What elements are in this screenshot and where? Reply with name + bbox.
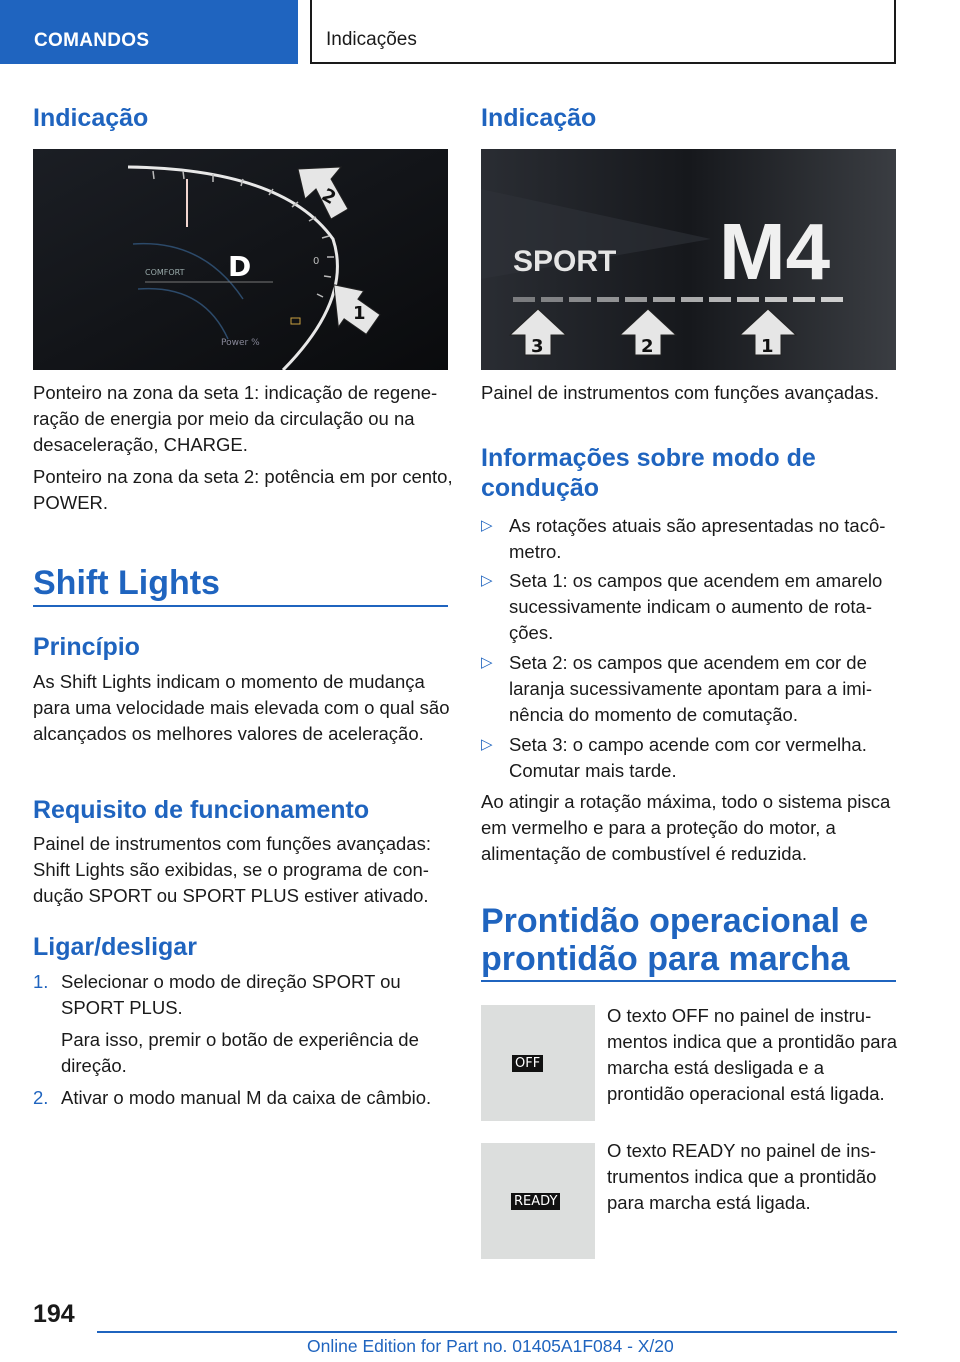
chapter-tab [310,0,896,64]
chapter-label: Indicações [326,29,417,50]
indicacao-heading-right: Indicação [481,104,597,132]
requisito-heading: Requisito de funcionamento [33,796,370,824]
svg-text:2: 2 [641,336,654,357]
shift-lights-illustration [481,149,896,370]
off-text: O texto OFF no painel de instrumentos indica que a prontidão para marcha está desligada e a prontidão operacional está ligada. [607,1005,898,1104]
step-text: Selecionar o modo de direção SPORT ou SPORT PLUS. [61,971,401,1018]
sport-label: SPORT [513,245,617,278]
m4-label: M4 [719,207,831,296]
paragraph-charge: Ponteiro na zona da seta 1: indicação de regeneração de energia por meio da circulação ou na desaceleração, CHARGE. [33,382,438,455]
paragraph-max-rpm: Ao atingir a rotação máxima, todo o sistema pisca em vermelho e para a proteção do motor, a alimentação de combustível é reduzida. [481,791,891,864]
triangle-bullet-icon: ▷ [481,517,493,534]
step-text: Ativar o modo manual M da caixa de câmbio. [61,1087,432,1108]
indicacao-heading-left: Indicação [33,104,149,132]
bullet-item: ▷ As rotações atuais são apresentadas no tacômetro. [481,515,886,562]
section-tab [0,0,298,64]
heading-rule [33,605,448,607]
bullet-item: ▷ Seta 2: os campos que acendem em cor de laranja sucessivamente apontam para a iminência do momento de comutação. [481,652,872,725]
step-marker: 1. [33,971,49,992]
ready-indicator-image [481,1143,595,1259]
shift-lights-figure [481,149,896,370]
ready-badge: READY [511,1193,560,1210]
zero-label: 0 [313,256,320,267]
power-label: Power % [221,338,260,348]
paragraph-power: Ponteiro na zona da seta 2: potência em por cento, POWER. [33,466,453,513]
svg-text:3: 3 [531,336,544,357]
comfort-label: COMFORT [145,268,185,277]
off-badge: OFF [512,1055,543,1072]
off-indicator-image [481,1005,595,1121]
step-2 [33,1085,453,1111]
svg-text:1: 1 [761,336,774,357]
triangle-bullet-icon: ▷ [481,736,493,753]
svg-text:2: 2 [318,184,340,209]
triangle-bullet-icon: ▷ [481,654,493,671]
speedometer-illustration [33,149,448,370]
heading-rule [481,980,896,982]
principio-heading: Princípio [33,633,140,661]
ready-text: O texto READY no painel de instrumentos indica que a prontidão para marcha está ligada. [607,1140,877,1213]
page-number: 194 [33,1300,75,1328]
figure-caption: Painel de instrumentos com funções avançadas. [481,382,879,403]
svg-text:1: 1 [353,303,366,324]
step-marker: 2. [33,1087,49,1108]
footer-rule [97,1331,897,1333]
requisito-text: Painel de instrumentos com funções avançadas: Shift Lights são exibidas, se o programa de condução SPORT ou SPORT PLUS estiver ativado. [33,833,431,906]
speedometer-figure [33,149,448,370]
info-heading-line2: condução [481,474,600,502]
prontidao-heading-line2: prontidão para marcha [481,940,850,978]
triangle-bullet-icon: ▷ [481,572,493,589]
ligar-heading: Ligar/desligar [33,933,197,961]
shift-lights-heading: Shift Lights [33,564,220,602]
bullet-item: ▷ Seta 3: o campo acende com cor vermelha. Comutar mais tarde. [481,734,867,781]
section-label: COMANDOS [34,30,150,51]
step-subtext: Para isso, premir o botão de experiência de direção. [61,1029,419,1076]
step-1 [33,969,453,1079]
principio-text: As Shift Lights indicam o momento de mudança para uma velocidade mais elevada com o qual são alcançados os melhores valores de aceleração. [33,671,450,744]
bullet-item: ▷ Seta 1: os campos que acendem em amarelo sucessivamente indicam o aumento de rotações. [481,570,883,643]
footer-edition: Online Edition for Part no. 01405A1F084 - X/20 [307,1336,674,1356]
prontidao-heading-line1: Prontidão operacional e [481,902,869,940]
gear-letter: D [228,250,252,283]
info-heading-line1: Informações sobre modo de [481,444,816,472]
